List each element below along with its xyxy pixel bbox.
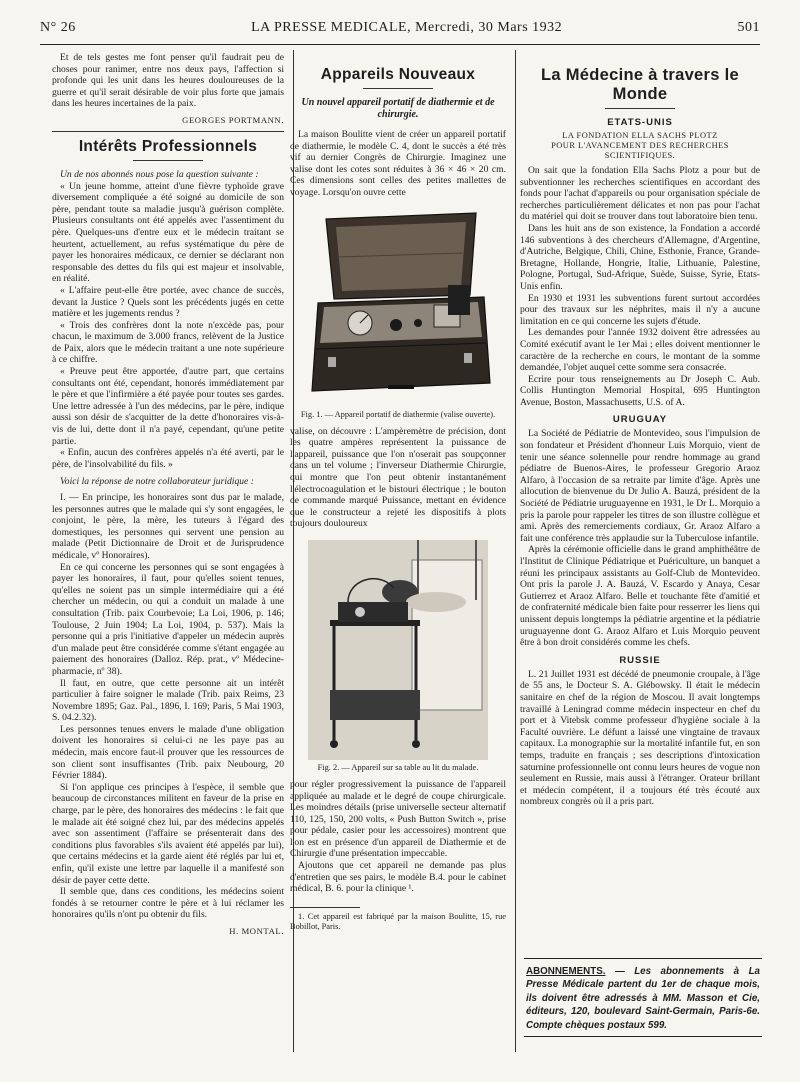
figure-1-caption: Fig. 1. — Appareil portatif de diathermie (valise ouverte). bbox=[300, 409, 496, 419]
apparatus-para-1: La maison Boulitte vient de créer un appareil portatif de diathermie, le modèle C. 4, dont le succès a été très vif au dernier Congrès de Chirurgie. Imaginez une valise dont les cotes sont réduites à 36 × 46 × 20 cm. Ces dimensions sont celles des petites mallettes de voyage. Lorsqu'on ouvre cette bbox=[290, 129, 506, 198]
answer-paragraph-3: Il faut, en outre, que cette personne ait un intérêt particulier à faire soigner le malade (Trib. paix Reims, 23 Novembre 1895; Gaz. Pal., 1896, I. 169; Paris, 5 Mai 1903, S. 04.2.32). bbox=[52, 677, 284, 724]
country-heading-us: ETATS-UNIS bbox=[607, 117, 673, 128]
footnote: 1. Cet appareil est fabriqué par la maison Boulitte, 15, rue Bobillot, Paris. bbox=[290, 911, 506, 931]
answer-paragraph-4: Les personnes tenues envers le malade d'une obligation doivent les honoraires si celui-ci ne les paye pas au médecin, mais encore faut-il prouver que les ressources de son client sont insuffisantes (Trib. paix Neubourg, 20 Février 1884). bbox=[52, 723, 284, 782]
uruguay-paragraphs bbox=[520, 428, 760, 648]
uruguay-paragraph-2: Après la cérémonie officielle dans le grand amphithéâtre de l'Institut de Clinique Pédiatrique et Puériculture, un banquet a réuni les principaux assistants au Golf-Club de Montevideo. Ont pris la parole J. A. Bauzá, V. Escardo y Anaya, Cesar Gutierrez et Araoz Alfaro. Belle et touchante fête d'amitié et de confraternité médicale bien faite pour resserrer les liens qui unissent depuis longtemps la pédiatrie argentine et la pédiatrie uruguayenne dont G. Araoz Alfaro et Luis Morquio peuvent être à bon droit considérés comme les chefs. bbox=[520, 544, 760, 649]
subscriptions-text: — Les abonnements à La Presse Médicale partent du 1er de chaque mois, ils doivent être adressés à MM. Masson et Cie, éditeurs, 120, boulevard Saint-Germain, Paris-6e. Compte chèques postaux 599. bbox=[526, 966, 760, 1031]
column-3 bbox=[520, 52, 760, 954]
masthead bbox=[40, 20, 760, 42]
question-paragraphs bbox=[52, 181, 284, 471]
apparatus-para-4: Ajoutons que cet appareil ne demande pas plus d'entretien que ses pairs, le modèle B.4. pour le cabinet médical, B. 6. pour la clinique ¹. bbox=[290, 860, 506, 895]
article-subtitle: Un nouvel appareil portatif de diathermie et de chirurgie. bbox=[301, 97, 495, 120]
section-rule bbox=[52, 131, 284, 132]
column-1 bbox=[52, 52, 284, 1054]
answer-paragraph-6: Il semble que, dans ces conditions, les médecins soient fondés à se retourner contre le père et à lui réclamer les honoraires qu'ils n'ont pu obtenir du fils. bbox=[52, 886, 284, 921]
country-heading-russia: RUSSIE bbox=[619, 654, 661, 666]
footnote-rule bbox=[290, 907, 360, 908]
section-title-apparatus: Appareils Nouveaux bbox=[320, 66, 476, 83]
section-title-world: La Médecine à travers le Monde bbox=[541, 66, 739, 103]
journal-title: LA PRESSE MEDICALE, Mercredi, 30 Mars 1932 bbox=[251, 20, 563, 35]
intro-paragraph: Et de tels gestes me font penser qu'il faudrait peu de choses pour ranimer, entre nos deux pays, l'affection si profonde qui les unit dans les heures douloureuses de la guerre et qu'il serait désirable de voir plus forte que jamais dans les heures incertaines de la paix. bbox=[52, 52, 284, 110]
answer-paragraph-1: I. — En principe, les honoraires sont dus par le malade, les personnes autres que le malade qui s'y sont engagées, le conjoint, le père, la mère, les tuteurs à l'égard des domestiques, les personnes qui servent une pension au malade (Petit Dictionnaire de Droit et de Jurisprudence médicale, vº Honoraires). bbox=[52, 492, 284, 561]
us-paragraph-4: Les demandes pour l'année 1932 doivent être adressées au Comité exécutif avant le 1er Mai ; elles doivent mentionner le caractère de la recherche en cours, le montant de la somme demandée, l'objet auquel cette somme sera consacrée. bbox=[520, 327, 760, 374]
apparatus-para-2: valise, on découvre : L'ampèremètre de précision, dont les quatre ampères représentent la puissance de l'appareil, puissance que l'on n'oserait pas soupçonner dans un tel volume ; l'inverseur Diathermie Chirurgie, qui montre que l'on peut obtenir instantanément l'électrocoagulation et le bistouri électrique ; le bouton de commande marqué Puissance, mettant en évidence que le constructeur a rejeté les dispositifs à plots toujours douloureux bbox=[290, 425, 506, 530]
question-paragraph-4: « Preuve peut être apportée, d'autre part, que certains consultants ont été, cependant, honorés immédiatement par le père et que l'infirmière a été payée pour toutes ses gardes. Une lettre adressée à l'un des médecins, par le père, indique aussi son désir de s'acquitter de la dette d'honoraires vis-à-vis de lui, dette dont il n'a payé, cependant, qu'une petite partie. bbox=[52, 366, 284, 447]
country-heading-uruguay: URUGUAY bbox=[612, 414, 668, 426]
title-underline bbox=[363, 88, 433, 89]
intro-signature: GEORGES PORTMANN. bbox=[182, 114, 284, 125]
answer-signature: H. MONTAL. bbox=[229, 925, 284, 936]
question-paragraph-1: « Un jeune homme, atteint d'une fièvre typhoïde grave diversement compliquée a été soigné au domicile de son père, pendant toute sa maladie jusqu'à guérison complète. Plusieurs consultants ont été appelés avec l'assentiment du père. Quelques-uns d'entre eux et le médecin traitant se heurtent, actuellement, au refus systématique du père de payer les honoraires médicaux, ce dernier se déclarant non responsable des dettes du fils qui est majeur et insolvable, en réalité. bbox=[52, 180, 284, 285]
question-intro: Un de nos abonnés nous pose la question suivante : bbox=[60, 168, 259, 180]
us-paragraph-3: En 1930 et 1931 les subventions furent surtout accordées pour des travaux sur les néphrites, mais il n'y a aucune limitation en ce qui concerne les sujets d'étude. bbox=[520, 292, 760, 327]
uruguay-paragraph-1: La Société de Pédiatrie de Montevideo, sous l'impulsion de son fondateur et Président d'honneur Luis Morquio, vient de tenir une séance solennelle pour rendre hommage au grand pédiatre de Buenos-Aires, le professeur Gregorio Araoz Alfaro, à l'occasion de sa retraite par limite d'âge. Après une allocution de bienvenue du Dr Julio A. Bauzá, président de la Société de Pédiatrie uruguayenne en 1931, le Dr L. Morquio a pris la parole pour rappeler les titres de son illustre collègue et ami. Après des remerciements cordiaux, Gr. Araoz Alfaro a fait une conférence très applaudie sur la Tuberculose infantile. bbox=[520, 428, 760, 544]
title-underline bbox=[133, 160, 203, 161]
issue-number: N° 26 bbox=[40, 20, 76, 35]
answer-paragraph-5: Si l'on applique ces principes à l'espèce, il semble que beaucoup de circonstances militent en faveur de la prise en charge, par le père, des honoraires des médecins : le fait que le malade ait été soigné chez lui, par des médecins appelés avec son assentiment (l'affaire se présenterait dans des conditions plus favorables s'ils avaient été appelés par lui), que certains médecins et la garde aient été réglés par lui et, enfin, qu'il existe une lettre par laquelle il a manifesté son désir de payer cette dette. bbox=[52, 781, 284, 886]
us-paragraph-5: Ecrire pour tous renseignements au Dr Joseph C. Aub. Collis Huntington Memorial Hospital, 695 Huntington Avenue, Boston, Massachusetts, U.S. of A. bbox=[520, 373, 760, 408]
subscriptions-notice bbox=[524, 958, 762, 1037]
figure-2-caption: Fig. 2. — Appareil sur sa table au lit du malade. bbox=[317, 762, 479, 772]
russia-paragraphs bbox=[520, 669, 760, 808]
figure-1 bbox=[290, 207, 506, 420]
us-paragraph-2: Dans les huit ans de son existence, la Fondation a accordé 146 subventions à des chercheurs d'Allemagne, d'Argentine, d'Autriche, Belgique, Chili, Chine, Esthonie, France, Grande-Bretagne, Hollande, Hongrie, Italie, Lithuanie, Palestine, Pologne, Portugal, Sud-Afrique, Suède, Suisse, Syrie, Etats-Unis enfin. bbox=[520, 222, 760, 292]
title-underline bbox=[605, 108, 675, 109]
column-2 bbox=[284, 52, 512, 1054]
masthead-rule bbox=[40, 44, 760, 45]
apparatus-para-3: pour régler progressivement la puissance de l'appareil appliquée au malade et le degré de coupe chirurgicale. Les moindres détails (prise universelle secteur alternatif 110, 125, 150, 200 volts, « Push Button Switch », prise pour pédale, casier pour les accessoires) montrent que l'on est en présence d'un appareil de Diathermie et de Chirurgie d'une présentation impeccable. bbox=[290, 778, 506, 860]
apparatus-on-table-illustration bbox=[308, 540, 488, 760]
question-paragraph-5: « Enfin, aucun des confrères appelés n'a été averti, par le père, de l'insolvabilité du fils. » bbox=[52, 447, 284, 470]
us-paragraphs bbox=[520, 165, 760, 408]
subscriptions-label: ABONNEMENTS. bbox=[526, 966, 606, 977]
us-paragraph-1: On sait que la fondation Ella Sachs Plotz a pour but de subventionner les recherches scientifiques en accordant des fonds pour l'achat d'appareils ou pour organisation spéciale de recherches particulièrement délicates et non pas pour l'achat du matériel qui doit se trouver dans tout laboratoire bien tenu. bbox=[520, 165, 760, 223]
us-subheading bbox=[520, 131, 760, 161]
diathermy-case-illustration bbox=[298, 207, 498, 407]
question-paragraph-3: « Trois des confrères dont la note n'excède pas, pour chacun, le maximum de 3.000 francs, relèvent de la Justice de Paix, alors que le médecin traitant a une note supérieure à ce chiffre. bbox=[52, 319, 284, 366]
question-paragraph-2: « L'affaire peut-elle être portée, avec chance de succès, devant la Justice ? Quels sont les précédents jugés en cette matière et les jugements rendus ? bbox=[52, 284, 284, 320]
section-title-professional: Intérêts Professionnels bbox=[78, 137, 258, 155]
answer-paragraphs bbox=[52, 492, 284, 921]
russia-paragraph-1: L. 21 Juillet 1931 est décédé de pneumonie croupale, à l'âge de 55 ans, le Docteur S. A. Glébowsky. Il était le médecin sanitaire en chef de la région de Moscou. Il avait longtemps travaillé à Leningrad comme médecin inspecteur en chef du port et à Vitebsk comme professeur d'hygiène sociale à la Faculté ouvrière. Le défunt a laissé une vingtaine de travaux capitaux. La monographie sur la mortalité infantile fut, en son temps, traduite en français ; ses descriptions d'intoxication saturnine professionnelle ont connu leurs heures de vogue non seulement en Russie, mais aussi à l'étranger. Orateur brillant et médecin compétent, il a toujours été très écouté aux nombreux congrès où il a pris part. bbox=[520, 668, 760, 808]
figure-2 bbox=[290, 540, 506, 773]
us-subheading-line-2: POUR L'AVANCEMENT DES RECHERCHES SCIENTIFIQUES. bbox=[551, 141, 729, 160]
us-subheading-line-1: LA FONDATION ELLA SACHS PLOTZ bbox=[562, 131, 718, 140]
column-divider-2 bbox=[515, 50, 516, 1052]
page-number: 501 bbox=[737, 20, 760, 35]
answer-intro: Voici la réponse de notre collaborateur juridique : bbox=[60, 476, 254, 488]
answer-paragraph-2: En ce qui concerne les personnes qui se sont engagées à payer les honoraires, il faut, pour qu'elles soient tenues, qu'elles ne soient pas un simple intermédiaire qui a été chercher un médecin, ou qui a conduit un malade à une consultation (Trib. paix Courbevoie; La Loi, 1906, p. 146; Toulouse, 2 Juin 1904; La Loi, 1904, p. 537). Mais la personne qui a pris l'initiative d'appeler un médecin auprès d'un malade peut être considérée comme s'étant engagée au paiement des honoraires (Dalloz. Rép. prat., vº Médecine-pharmacie, nº 38). bbox=[52, 561, 284, 677]
